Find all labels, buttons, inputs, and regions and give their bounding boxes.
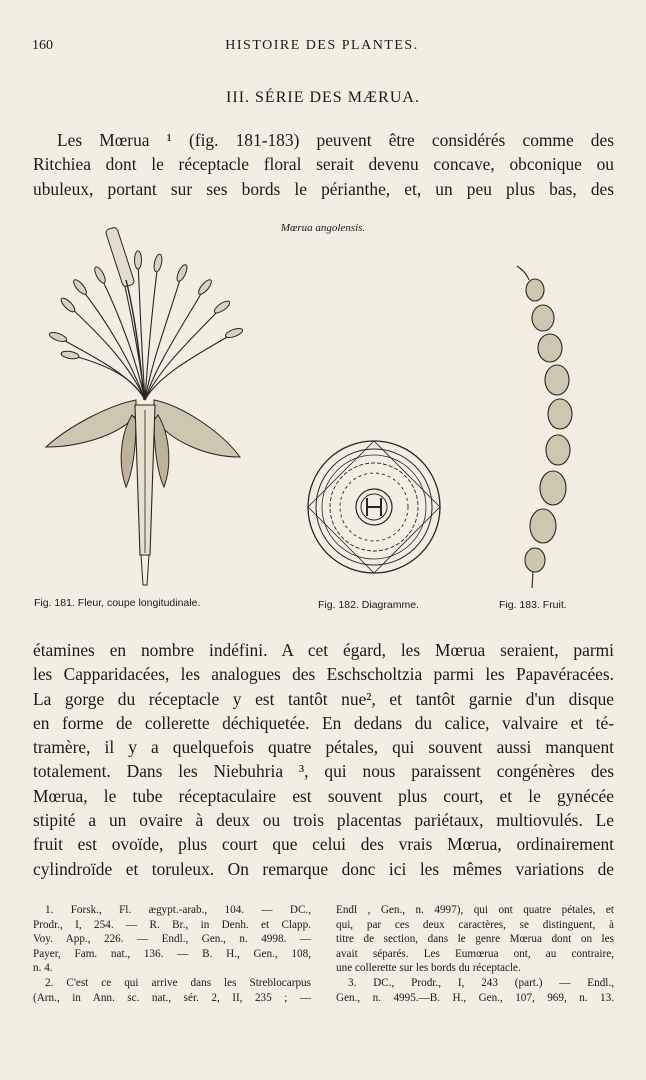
body-paragraph xyxy=(33,638,614,881)
page-header xyxy=(32,38,612,58)
figure-label: Mœrua angolensis. xyxy=(280,222,366,234)
footnote-line: Voy. App., 226. — Endl., Gen., n. 4998. — xyxy=(33,933,311,946)
footnote-line: 2. C'est ce qui arrive dans les Streblocarpus xyxy=(45,976,311,989)
footnote-line: 3. DC., Prodr., I, 243 (part.) — Endl., xyxy=(348,976,614,989)
footnote-line: Gen., n. 4995.—B. H., Gen., 107, 969, n. 13. xyxy=(336,991,614,1004)
text-line: totalement. Dans les Niebuhria ³, qui nous paraissent congénères des xyxy=(33,761,614,782)
figure-181-caption: Fig. 181. Fleur, coupe longitudinale. xyxy=(34,597,201,609)
footnote-line: (Arn., in Ann. sc. nat., sér. 2, II, 235 ; — xyxy=(33,991,311,1004)
section-title: III. SÉRIE DES MÆRUA. xyxy=(226,89,420,106)
text-line: cylindroïde et toruleux. On remarque donc ici les mêmes variations de xyxy=(33,858,614,879)
footnote-line: qui, par ces deux caractères, se distinguent, à xyxy=(336,918,614,931)
intro-paragraph xyxy=(33,128,614,201)
page-number: 160 xyxy=(32,38,53,53)
flower-section-illustration xyxy=(40,225,250,590)
floral-diagram-illustration xyxy=(305,438,443,576)
footnote-line: une collerette sur les bords du réceptacle. xyxy=(336,962,521,975)
running-title: HISTOIRE DES PLANTES. xyxy=(225,38,419,53)
figure-182-caption: Fig. 182. Diagramme. xyxy=(318,599,419,611)
text-line: ubuleux, portant sur ses bords le périanthe, et, un peu plus bas, des xyxy=(33,178,614,199)
footnote-line: 1. Forsk., Fl. ægypt.-arab., 104. — DC., xyxy=(45,904,311,916)
text-line: en forme de collerette déchiquetée. En dedans du calice, valvaire et té- xyxy=(33,712,614,733)
text-line: Ritchiea dont le réceptacle floral serait devenu concave, obconique ou xyxy=(33,154,614,175)
text-line: stipité a un ovaire à deux ou trois placentas pariétaux, multiovulés. Le xyxy=(33,810,614,831)
text-line: étamines en nombre indéfini. A cet égard, les Mœrua seraient, parmi xyxy=(33,640,614,660)
figure-183-caption: Fig. 183. Fruit. xyxy=(499,599,567,611)
text-line: tramère, il y a quelquefois quatre pétales, qui souvent aussi manquent xyxy=(33,737,614,758)
text-line: fruit est ovoïde, plus court que celui des vrais Mœrua, ordinairement xyxy=(33,834,614,855)
text-line: les Capparidacées, les analogues des Eschscholtzia parmi les Papavéracées. xyxy=(33,664,614,685)
footnote-line: Endl , Gen., n. 4997), qui ont quatre pétales, et xyxy=(336,904,614,916)
footnote-line: titre de section, dans le genre Mœrua dont on les xyxy=(336,933,614,946)
text-line: La gorge du réceptacle y est tantôt nue², et tantôt garnie d'un disque xyxy=(33,688,614,709)
footnote-line: n. 4. xyxy=(33,962,53,975)
text-line: Mœrua, le tube réceptaculaire est souvent plus court, et le gynécée xyxy=(33,785,614,806)
footnote-line: Payer, Fam. nat., 136. — B. H., Gen., 108, xyxy=(33,947,311,960)
footnote-line: Prodr., I, 254. — R. Br., in Denh. et Clapp. xyxy=(33,918,311,931)
fruit-illustration xyxy=(505,262,585,592)
footnotes-left-column xyxy=(33,903,311,1005)
footnote-line: avait séparés. Les Eumœrua ont, au contraire, xyxy=(336,947,614,960)
text-line: Les Mœrua ¹ (fig. 181-183) peuvent être considérés comme des xyxy=(57,130,614,150)
footnotes-right-column xyxy=(336,903,614,1005)
